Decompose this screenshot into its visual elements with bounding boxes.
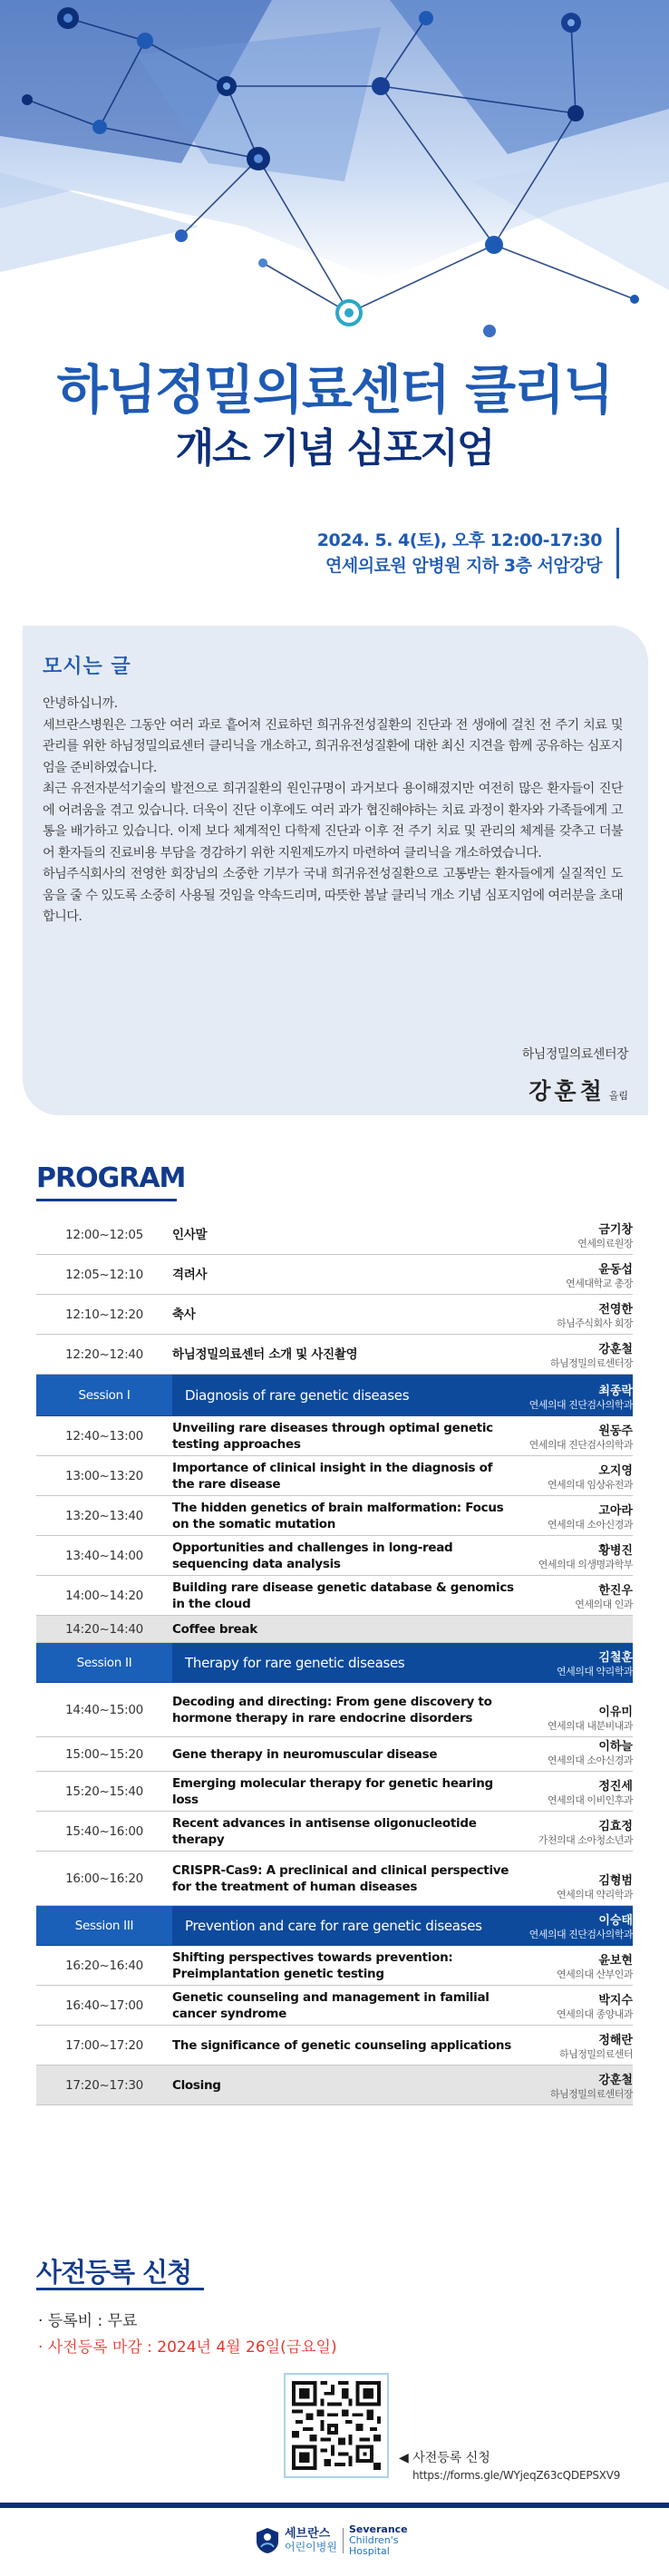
logo-divider: [343, 2528, 344, 2553]
speaker-name: 정진세: [598, 1780, 633, 1793]
hospital-logo: [256, 2524, 408, 2557]
invitation-box: [23, 626, 648, 1115]
registration-info: [38, 2309, 337, 2361]
program-time: 12:00~12:05: [65, 1227, 143, 1242]
speaker-name: 황병진: [598, 1544, 633, 1558]
event-datetime: 2024. 5. 4(토), 오후 12:00-17:30: [316, 530, 602, 550]
program-row: [36, 2066, 633, 2105]
program-speaker: [566, 1263, 633, 1290]
speaker-affiliation: 연세의대 종양내과: [556, 2008, 633, 2020]
program-row: [36, 1852, 633, 1906]
logo-en-name: Severance: [348, 2523, 408, 2535]
program-row: [36, 1215, 633, 1255]
program-speaker: [550, 2074, 633, 2101]
program-row: [36, 1772, 633, 1812]
program-speaker: [557, 1954, 633, 1981]
program-time: 12:05~12:10: [65, 1267, 143, 1282]
program-time: 13:00~13:20: [65, 1468, 143, 1483]
program-session-row: [36, 1906, 633, 1946]
program-speaker: [557, 1874, 633, 1901]
program-topic: CRISPR-Cas9: A preclinical and clinical perspective for the treatment of human diseases: [172, 1862, 509, 1894]
speaker-name: 한진우: [598, 1584, 633, 1598]
program-time: 12:20~12:40: [65, 1346, 143, 1362]
speaker-name: 이승태: [598, 1914, 633, 1928]
invitation-body: [43, 694, 623, 928]
program-time: 15:40~16:00: [65, 1823, 143, 1839]
speaker-affiliation: 연세의대 약리학과: [556, 1889, 633, 1900]
program-row: [36, 1616, 633, 1643]
event-venue: 연세의료원 암병원 지하 3층 서암강당: [325, 556, 602, 576]
speaker-affiliation: 연세의대 약리학과: [556, 1666, 633, 1677]
speaker-name: 강훈철: [598, 2074, 633, 2087]
program-row: [36, 1576, 633, 1616]
qr-label: ◀ 사전등록 신청: [399, 2451, 490, 2465]
program-topic: Shifting perspectives towards prevention: Preimplantation genetic testing: [172, 1949, 453, 1981]
program-row: [36, 1536, 633, 1576]
session-label: Session I: [36, 1375, 172, 1415]
title-block: [0, 358, 669, 474]
program-speaker: [538, 1544, 633, 1571]
program-topic: 축사: [172, 1307, 196, 1322]
speaker-affiliation: 하님정밀의료센터: [558, 2048, 633, 2060]
program-speaker: [575, 1584, 633, 1611]
speaker-name: 강훈철: [598, 1343, 633, 1356]
program-topic: Importance of clinical insight in the diagnosis of the rare disease: [172, 1460, 493, 1492]
session-title: Therapy for rare genetic diseases: [185, 1654, 405, 1671]
session-label: Session II: [36, 1643, 172, 1682]
program-row: [36, 1737, 633, 1772]
program-topic: Closing: [172, 2077, 221, 2093]
program-topic: Gene therapy in neuromuscular disease: [172, 1746, 438, 1762]
network-illustration: [0, 0, 669, 354]
speaker-name: 박지수: [598, 1994, 633, 2007]
session-title: Diagnosis of rare genetic diseases: [185, 1386, 410, 1404]
qr-code-icon: [292, 2381, 381, 2470]
program-speaker: [557, 1303, 633, 1330]
speaker-name: 김철훈: [598, 1651, 633, 1665]
logo-kr-sub: 어린이병원: [285, 2541, 337, 2553]
program-speaker: [550, 1343, 633, 1370]
program-time: 14:00~14:20: [65, 1588, 143, 1603]
program-heading-underline: [36, 1199, 177, 1201]
program-speaker: [559, 2034, 633, 2061]
program-time: 16:20~16:40: [65, 1958, 143, 1973]
program-row: [36, 1456, 633, 1496]
speaker-name: 이하늘: [598, 1740, 633, 1754]
program-heading: PROGRAM: [36, 1162, 186, 1194]
program-time: 12:40~13:00: [65, 1428, 143, 1444]
speaker-name: 김형범: [598, 1874, 633, 1888]
program-row: [36, 1683, 633, 1737]
registration-qr-code[interactable]: [284, 2373, 389, 2478]
speaker-affiliation: 하님정밀의료센터장: [549, 1357, 633, 1369]
speaker-name: 원동주: [598, 1424, 633, 1438]
program-row: [36, 1416, 633, 1456]
program-row: [36, 1986, 633, 2026]
program-topic: 하님정밀의료센터 소개 및 사진촬영: [172, 1346, 358, 1362]
program-topic: Building rare disease genetic database & genomics in the cloud: [172, 1580, 514, 1611]
speaker-affiliation: 연세대학교 총장: [566, 1278, 633, 1289]
signature-name: [522, 1074, 628, 1106]
program-time: 13:20~13:40: [65, 1508, 143, 1523]
program-row: [36, 2026, 633, 2066]
program-speaker: [557, 1651, 633, 1678]
speaker-affiliation: 연세의대 임상유전과: [547, 1479, 633, 1491]
program-row: [36, 1812, 633, 1852]
program-topic: Opportunities and challenges in long-read sequencing data analysis: [172, 1540, 453, 1571]
signature-role: 하님정밀의료센터장: [521, 1047, 628, 1062]
speaker-name: 윤동섭: [598, 1263, 633, 1277]
speaker-name: 정해란: [598, 2034, 633, 2047]
program-speaker: [529, 1385, 633, 1412]
invitation-paragraph: 하님주식회사의 전영한 회장님의 소중한 기부가 국내 희귀유전성질환으로 고통받는 환자들에게 실질적인 도움을 줄 수 있도록 소중히 사용될 것임을 약속드리며, 따뜻한 봄날 클리닉 개소 기념 심포지엄에 여러분을 초대합니다.: [43, 867, 623, 924]
program-session-row: [36, 1643, 633, 1683]
event-info: [317, 528, 619, 578]
program-row: [36, 1295, 633, 1335]
program-speaker: [548, 1464, 633, 1492]
speaker-name: 오지영: [598, 1464, 633, 1478]
program-session-row: [36, 1375, 633, 1416]
program-topic: The hidden genetics of brain malformation: Focus on the somatic mutation: [172, 1500, 504, 1531]
program-time: 14:20~14:40: [65, 1621, 143, 1637]
speaker-name: 고아라: [598, 1504, 633, 1518]
speaker-affiliation: 연세의대 내분비내과: [547, 1720, 633, 1732]
program-topic: Emerging molecular therapy for genetic hearing loss: [172, 1775, 493, 1807]
program-speaker: [548, 1504, 633, 1531]
speaker-affiliation: 연세의대 진단검사의학과: [528, 1399, 633, 1411]
program-topic: Decoding and directing: From gene discovery to hormone therapy in rare endocrine disorders: [172, 1694, 492, 1725]
speaker-name: 김효정: [598, 1820, 633, 1833]
program-row: [36, 1496, 633, 1536]
speaker-name: 금기창: [598, 1223, 633, 1237]
title-sub: 개소 기념 심포지엄: [175, 425, 494, 471]
registration-url-link[interactable]: https://forms.gle/WYjeqZ63cQDEPSXV9: [412, 2469, 621, 2482]
program-speaker: [538, 1820, 633, 1847]
speaker-affiliation: 연세의대 의생명과학부: [538, 1559, 633, 1570]
speaker-affiliation: 연세의료원장: [577, 1238, 633, 1249]
severance-shield-icon: [256, 2527, 279, 2554]
session-label: Session III: [36, 1906, 172, 1945]
program-time: 13:40~14:00: [65, 1548, 143, 1563]
invitation-paragraph: 안녕하십니까.: [43, 696, 118, 711]
speaker-affiliation: 연세의대 진단검사의학과: [528, 1929, 633, 1940]
program-topic: Genetic counseling and management in familial cancer syndrome: [172, 1989, 490, 2021]
speaker-name: 최종락: [598, 1385, 633, 1398]
program-row: [36, 1255, 633, 1295]
logo-en-sub1: Children's: [348, 2534, 399, 2546]
registration-fee: · 등록비 : 무료: [38, 2312, 138, 2330]
program-topic: Unveiling rare diseases through optimal genetic testing approaches: [172, 1420, 493, 1452]
registration-heading: 사전등록 신청: [36, 2257, 192, 2288]
program-speaker: [529, 1914, 633, 1941]
speaker-affiliation: 하님정밀의료센터장: [549, 2088, 633, 2100]
program-time: 15:20~15:40: [65, 1784, 143, 1799]
program-time: 14:40~15:00: [65, 1702, 143, 1717]
registration-deadline: · 사전등록 마감 : 2024년 4월 26일(금요일): [38, 2338, 337, 2357]
speaker-name: 전영한: [598, 1303, 633, 1317]
speaker-affiliation: 하님주식회사 회장: [556, 1317, 633, 1329]
speaker-affiliation: 연세의대 산부인과: [556, 1968, 633, 1980]
program-speaker: [577, 1223, 633, 1250]
signature-suffix: 올림: [608, 1090, 628, 1102]
program-topic: Coffee break: [172, 1621, 257, 1637]
program-speaker: [548, 1780, 633, 1807]
speaker-affiliation: 연세의대 소아신경과: [547, 1755, 633, 1766]
registration-heading-underline: [36, 2288, 204, 2290]
program-topic: 격려사: [172, 1267, 208, 1282]
logo-en-sub2: Hospital: [348, 2545, 390, 2557]
invitation-paragraph: 최근 유전자분석기술의 발전으로 희귀질환의 원인규명이 과거보다 용이해졌지만 여전히 많은 환자들이 진단에 어려움을 겪고 있습니다. 더욱이 진단 이후에도 여러 과가 협진해야하는 치료 과정이 환자와 가족들에게 고통을 배가하고 있습니다. 이제 보다 체계적인 다학제 진단과 이후 전 주기 치료 및 관리의 체계를 갖추고 더불어 환자들의 진료비용 부담을 경감하기 위한 지원제도까지 마련하여 클리닉을 개소하였습니다.: [43, 782, 623, 860]
program-time: 16:00~16:20: [65, 1871, 143, 1886]
program-speaker: [529, 1424, 633, 1452]
program-speaker: [548, 1706, 633, 1733]
program-row: [36, 1946, 633, 1986]
invitation-heading: 모시는 글: [43, 656, 131, 678]
program-speaker: [548, 1740, 633, 1767]
program-topic: The significance of genetic counseling applications: [172, 2037, 511, 2053]
program-time: 15:00~15:20: [65, 1746, 143, 1762]
footer: [0, 2503, 669, 2576]
speaker-affiliation: 연세의대 인과: [575, 1599, 633, 1610]
speaker-affiliation: 연세의대 이비인후과: [547, 1794, 633, 1806]
speaker-affiliation: 연세의대 진단검사의학과: [528, 1439, 633, 1451]
invitation-paragraph: 세브란스병원은 그동안 여러 과로 흩어져 진료하던 희귀유전성질환의 진단과 전 생애에 걸친 전 주기 치료 및 관리를 위한 하님정밀의료센터 클리닉을 개소하고, 희귀유전성질환에 대한 최신 지견을 함께 공유하는 심포지엄을 준비하였습니다.: [43, 717, 623, 775]
program-time: 12:10~12:20: [65, 1307, 143, 1322]
program-time: 17:00~17:20: [65, 2037, 143, 2053]
signature: [522, 1045, 628, 1106]
logo-korean: [285, 2527, 337, 2554]
session-title: Prevention and care for rare genetic diseases: [185, 1917, 482, 1934]
speaker-name: 윤보현: [598, 1954, 633, 1968]
hero-network-graphic: [0, 0, 669, 354]
program-topic: Recent advances in antisense oligonucleotide therapy: [172, 1815, 477, 1847]
speaker-name: 이유미: [598, 1706, 633, 1719]
logo-kr-name: 세브란스: [285, 2527, 331, 2541]
signature-name-text: 강훈철: [528, 1078, 606, 1104]
program-time: 16:40~17:00: [65, 1998, 143, 2013]
title-main: 하님정밀의료센터 클리닉: [56, 359, 613, 421]
program-row: [36, 1335, 633, 1375]
speaker-affiliation: 연세의대 소아신경과: [547, 1519, 633, 1531]
program-table: [36, 1215, 633, 2105]
program-speaker: [557, 1994, 633, 2021]
logo-english: [349, 2524, 408, 2557]
speaker-affiliation: 가천의대 소아청소년과: [538, 1834, 633, 1846]
program-topic: 인사말: [172, 1227, 208, 1242]
program-time: 17:20~17:30: [65, 2077, 143, 2093]
